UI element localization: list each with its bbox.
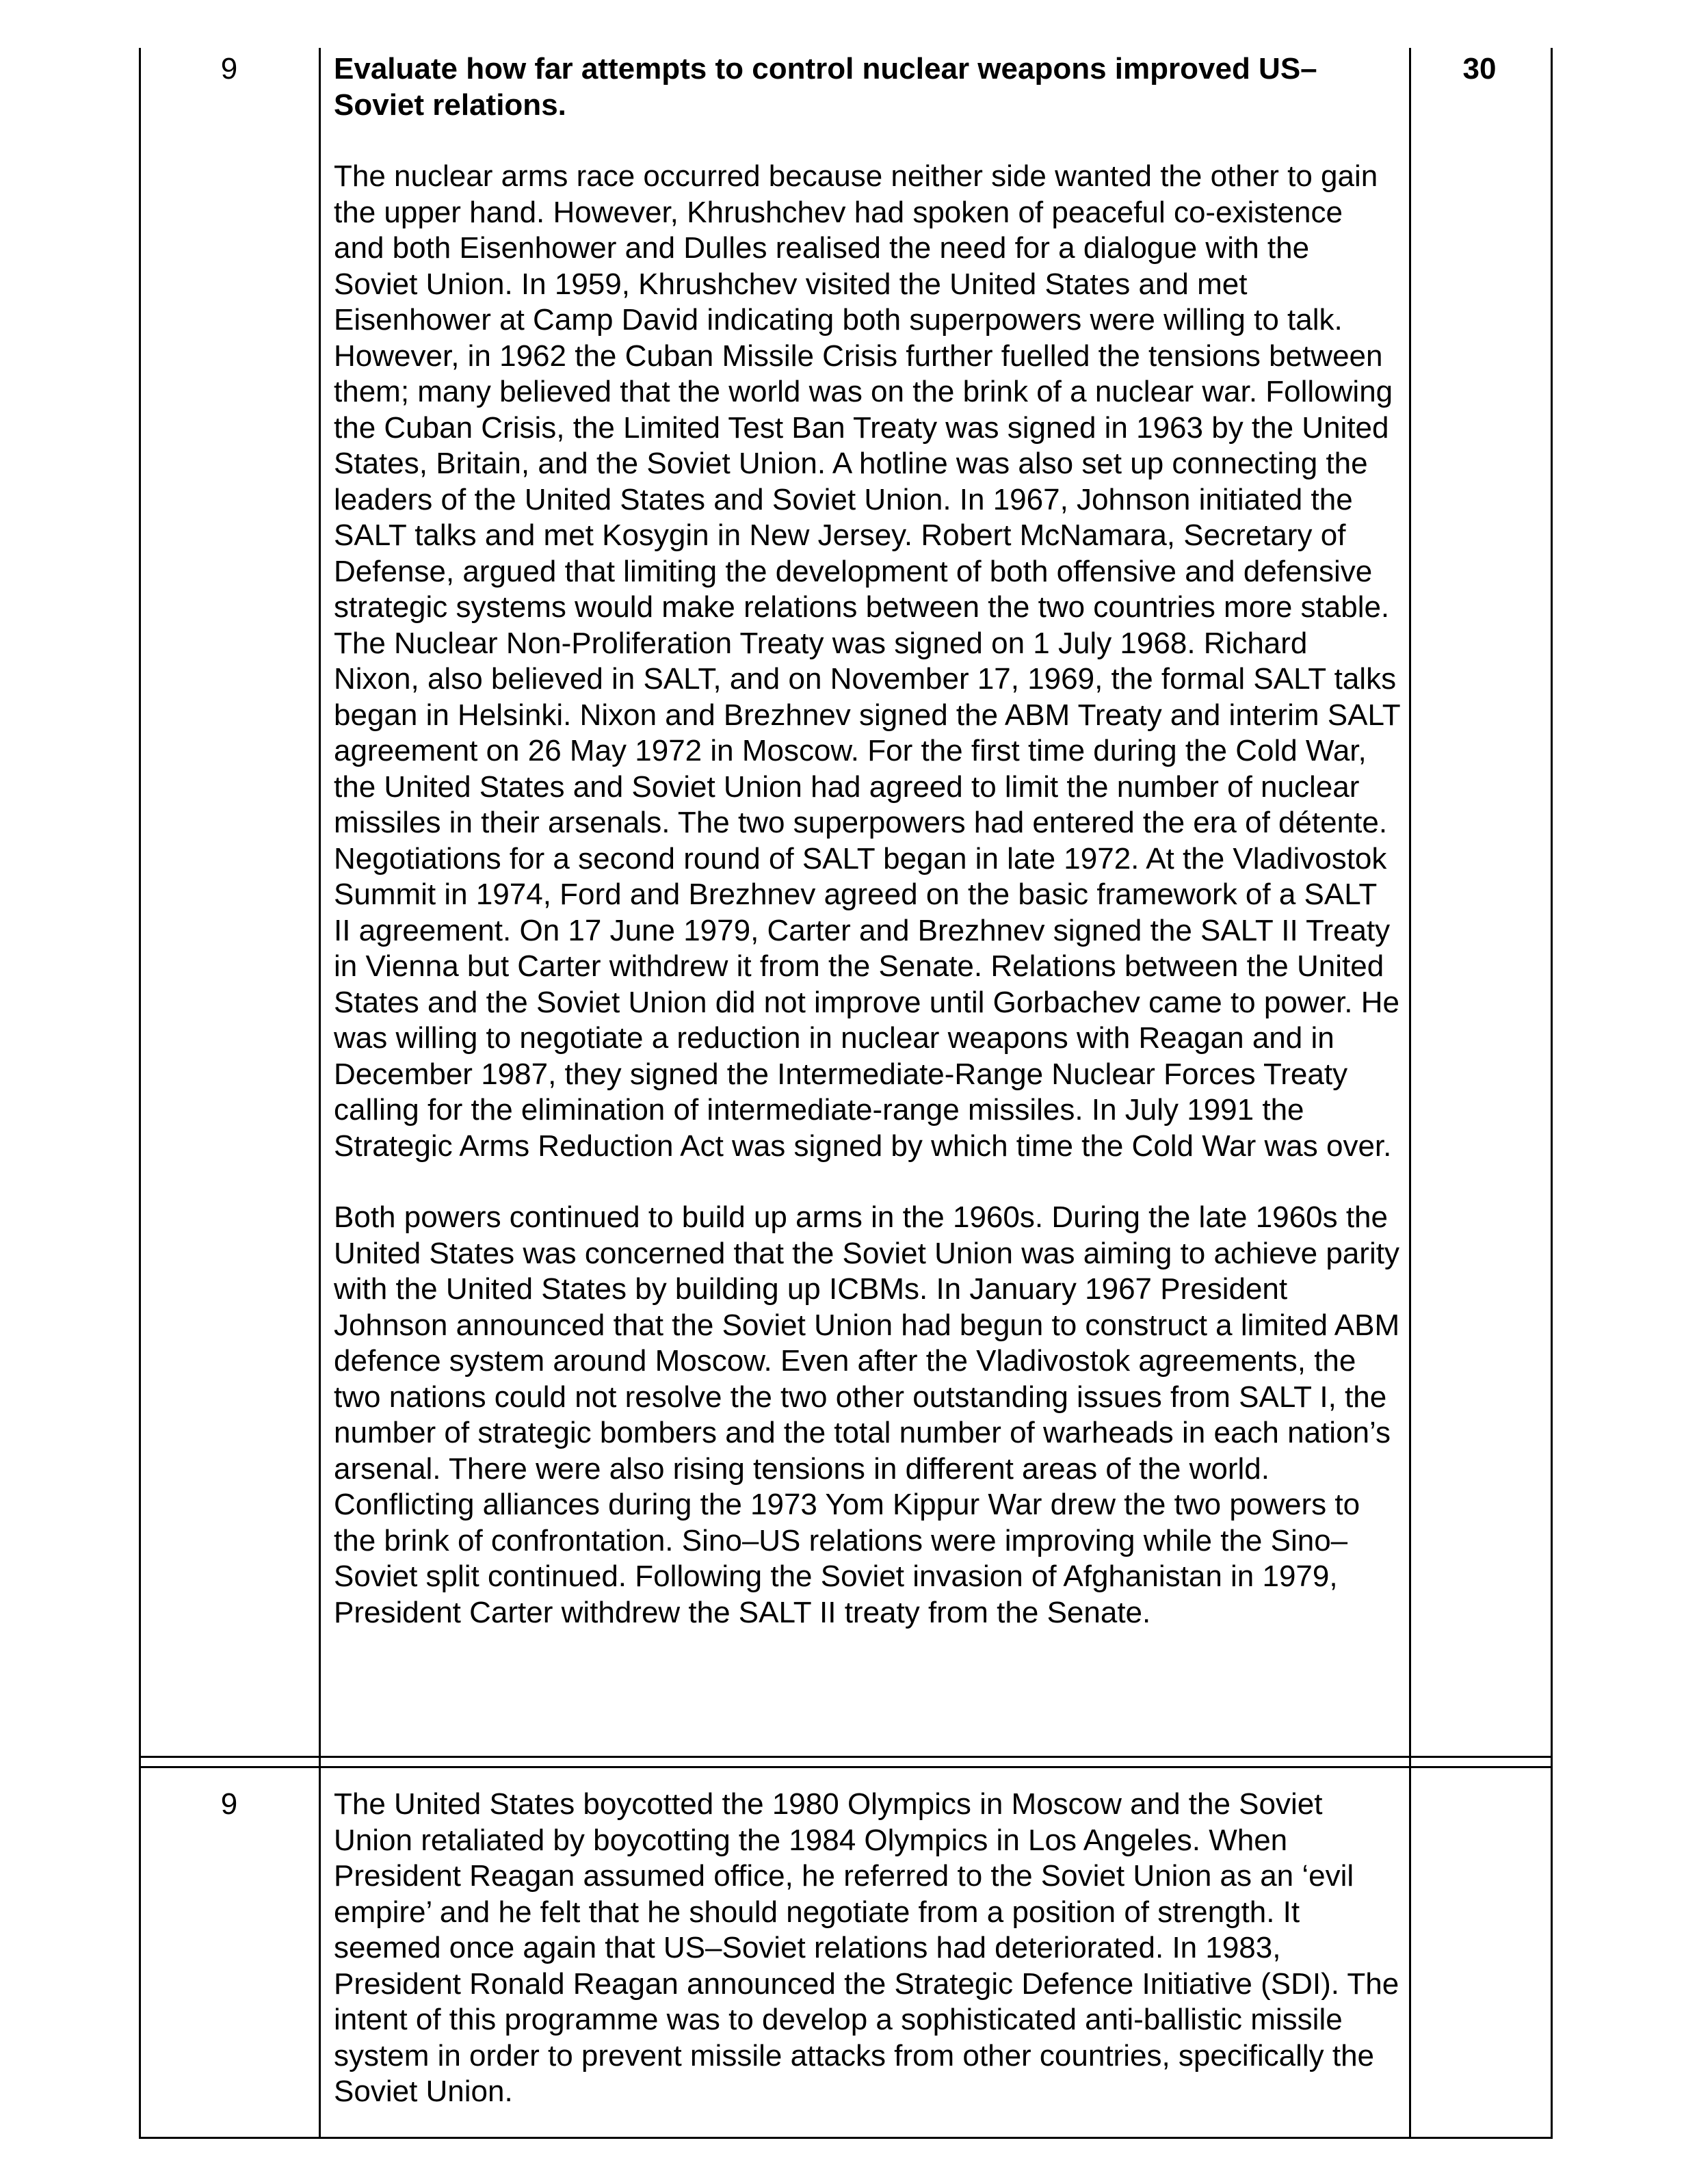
question-text: Evaluate how far attempts to control nuclear weapons improved US–Soviet relations. (334, 52, 1317, 122)
answer-cell (334, 1787, 1401, 2110)
column-divider-marks (1409, 48, 1411, 2139)
table-border-left (139, 48, 141, 2139)
answer-paragraph: The United States boycotted the 1980 Olympics in Moscow and the Soviet Union retaliated by boycotting the 1984 Olympics in Los Angeles. When President Reagan assumed office, he referred to the Soviet Union as an ‘evil empire’ and he felt that he should negotiate from a position of strength. It seemed once again that US–Soviet relations had deteriorated. In 1983, President Ronald Reagan announced the Strategic Defence Initiative (SDI). The intent of this programme was to develop a sophisticated anti-ballistic missile system in order to prevent missile attacks from other countries, specifically the Soviet Union. (334, 1787, 1399, 2108)
answer-paragraph: The nuclear arms race occurred because neither side wanted the other to gain the upper hand. However, Khrushchev had spoken of peaceful co-existence and both Eisenhower and Dulles realised the need for a dialogue with the Soviet Union. In 1959, Khrushchev visited the United States and met Eisenhower at Camp David indicating both superpowers were willing to talk. However, in 1962 the Cuban Missile Crisis further fuelled the tensions between them; many believed that the world was on the brink of a nuclear war. Following the Cuban Crisis, the Limited Test Ban Treaty was signed in 1963 by the United States, Britain, and the Soviet Union. A hotline was also set up connecting the leaders of the United States and Soviet Union. In 1967, Johnson initiated the SALT talks and met Kosygin in New Jersey. Robert McNamara, Secretary of Defense, argued that limiting the development of both offensive and defensive strategic systems would make relations between the two countries more stable. The Nuclear Non-Proliferation Treaty was signed on 1 July 1968. Richard Nixon, also believed in SALT, and on November 17, 1969, the formal SALT talks began in Helsinki. Nixon and Brezhnev signed the ABM Treaty and interim SALT agreement on 26 May 1972 in Moscow. For the first time during the Cold War, the United States and Soviet Union had agreed to limit the number of nuclear missiles in their arsenals. The two superpowers had entered the era of détente. Negotiations for a second round of SALT began in late 1972. At the Vladivostok Summit in 1974, Ford and Brezhnev agreed on the basic framework of a SALT II agreement. On 17 June 1979, Carter and Brezhnev signed the SALT II Treaty in Vienna but Carter withdrew it from the Senate. Relations between the United States and the Soviet Union did not improve until Gorbachev came to power. He was willing to negotiate a reduction in nuclear weapons with Reagan and in December 1987, they signed the Intermediate-Range Nuclear Forces Treaty calling for the elimination of intermediate-range missiles. In July 1991 the Strategic Arms Reduction Act was signed by which time the Cold War was over. (334, 159, 1400, 1163)
column-divider-number (319, 48, 321, 2139)
question-number: 9 (220, 52, 238, 85)
row-separator-bottom (139, 1766, 1553, 1768)
answer-paragraph: Both powers continued to build up arms in the 1960s. During the late 1960s the United States was concerned that the Soviet Union was aiming to achieve parity with the United States by building up ICBMs. In January 1967 President Johnson announced that the Soviet Union had begun to construct a limited ABM defence system around Moscow. Even after the Vladivostok agreements, the two nations could not resolve the two other outstanding issues from SALT I, the number of strategic bombers and the total number of warheads in each nation’s arsenal. There were also rising tensions in different areas of the world. Conflicting alliances during the 1973 Yom Kippur War drew the two powers to the brink of confrontation. Sino–US relations were improving while the Sino–Soviet split continued. Following the Soviet invasion of Afghanistan in 1979, President Carter withdrew the SALT II treaty from the Senate. (334, 1200, 1400, 1629)
table-border-right (1551, 48, 1553, 2139)
row-separator-top (139, 1756, 1553, 1758)
question-number: 9 (220, 1787, 238, 1821)
answer-cell (334, 51, 1401, 1631)
table-border-bottom (139, 2137, 1553, 2139)
marks-value: 30 (1462, 52, 1497, 85)
